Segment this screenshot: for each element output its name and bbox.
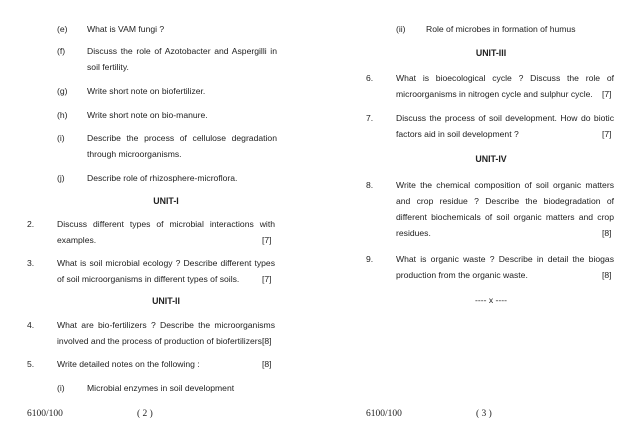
section-heading: UNIT-III [475, 48, 507, 58]
end-of-paper-mark: ---- x ---- [475, 295, 507, 305]
sub-question-label: (j) [57, 173, 65, 183]
section-heading: UNIT-I [153, 196, 179, 206]
question-number: 6. [366, 73, 374, 83]
question-text: Write the chemical composition of soil organic matters and crop residue ? Describe the biodegradation of different biochemicals of soil organic matters and crop residues. [396, 180, 614, 238]
question-text: Discuss different types of microbial interactions with examples. [57, 219, 275, 245]
sub-question-text: Describe role of rhizosphere-microflora. [87, 173, 238, 183]
section-heading: UNIT-IV [475, 154, 507, 164]
marks: [7] [262, 274, 272, 284]
page-number: ( 3 ) [476, 409, 492, 419]
sub-question-text: Discuss the role of Azotobacter and Aspergilli in soil fertility. [87, 46, 277, 72]
sub-question-text: Describe the process of cellulose degradation through microorganisms. [87, 133, 277, 159]
sub-question-label: (i) [57, 383, 65, 393]
sub-question-text: Write short note on biofertilizer. [87, 86, 206, 96]
question-text: Discuss the process of soil development. How do biotic factors aid in soil development ? [396, 113, 614, 139]
marks: [8] [262, 359, 272, 369]
question-text: What are bio-fertilizers ? Describe the microorganisms involved and the process of production of biofertilizers. [57, 320, 275, 346]
question-text: What is soil microbial ecology ? Describe different types of soil microorganisms in different types of soils. [57, 258, 275, 284]
marks: [7] [602, 129, 612, 139]
marks: [7] [262, 235, 272, 245]
sub-question-label: (f) [57, 46, 66, 56]
sub-question-text: Write short note on bio-manure. [87, 110, 208, 120]
marks: [8] [602, 270, 612, 280]
sub-question-text: What is VAM fungi ? [87, 24, 165, 34]
question-text: What is organic waste ? Describe in detail the biogas production from the organic waste. [396, 254, 614, 280]
question-text: Write detailed notes on the following : [57, 359, 200, 369]
paper-code: 6100/100 [27, 409, 63, 419]
sub-question-label: (ii) [396, 24, 406, 34]
paper-code: 6100/100 [366, 409, 402, 419]
question-number: 8. [366, 180, 374, 190]
question-number: 7. [366, 113, 374, 123]
question-number: 3. [27, 258, 35, 268]
marks: [8] [262, 336, 272, 346]
sub-question-label: (g) [57, 86, 68, 96]
marks: [7] [602, 89, 612, 99]
sub-question-label: (i) [57, 133, 65, 143]
sub-question-text: Role of microbes in formation of humus [426, 24, 576, 34]
sub-question-text: Microbial enzymes in soil development [87, 383, 235, 393]
marks: [8] [602, 228, 612, 238]
section-heading: UNIT-II [152, 296, 180, 306]
page-number: ( 2 ) [137, 409, 153, 419]
question-number: 4. [27, 320, 35, 330]
question-number: 9. [366, 254, 374, 264]
question-text: What is bioecological cycle ? Discuss the role of microorganisms in nitrogen cycle and sulphur cycle. [396, 73, 614, 99]
question-number: 5. [27, 359, 35, 369]
sub-question-label: (h) [57, 110, 68, 120]
sub-question-label: (e) [57, 24, 68, 34]
question-number: 2. [27, 219, 35, 229]
